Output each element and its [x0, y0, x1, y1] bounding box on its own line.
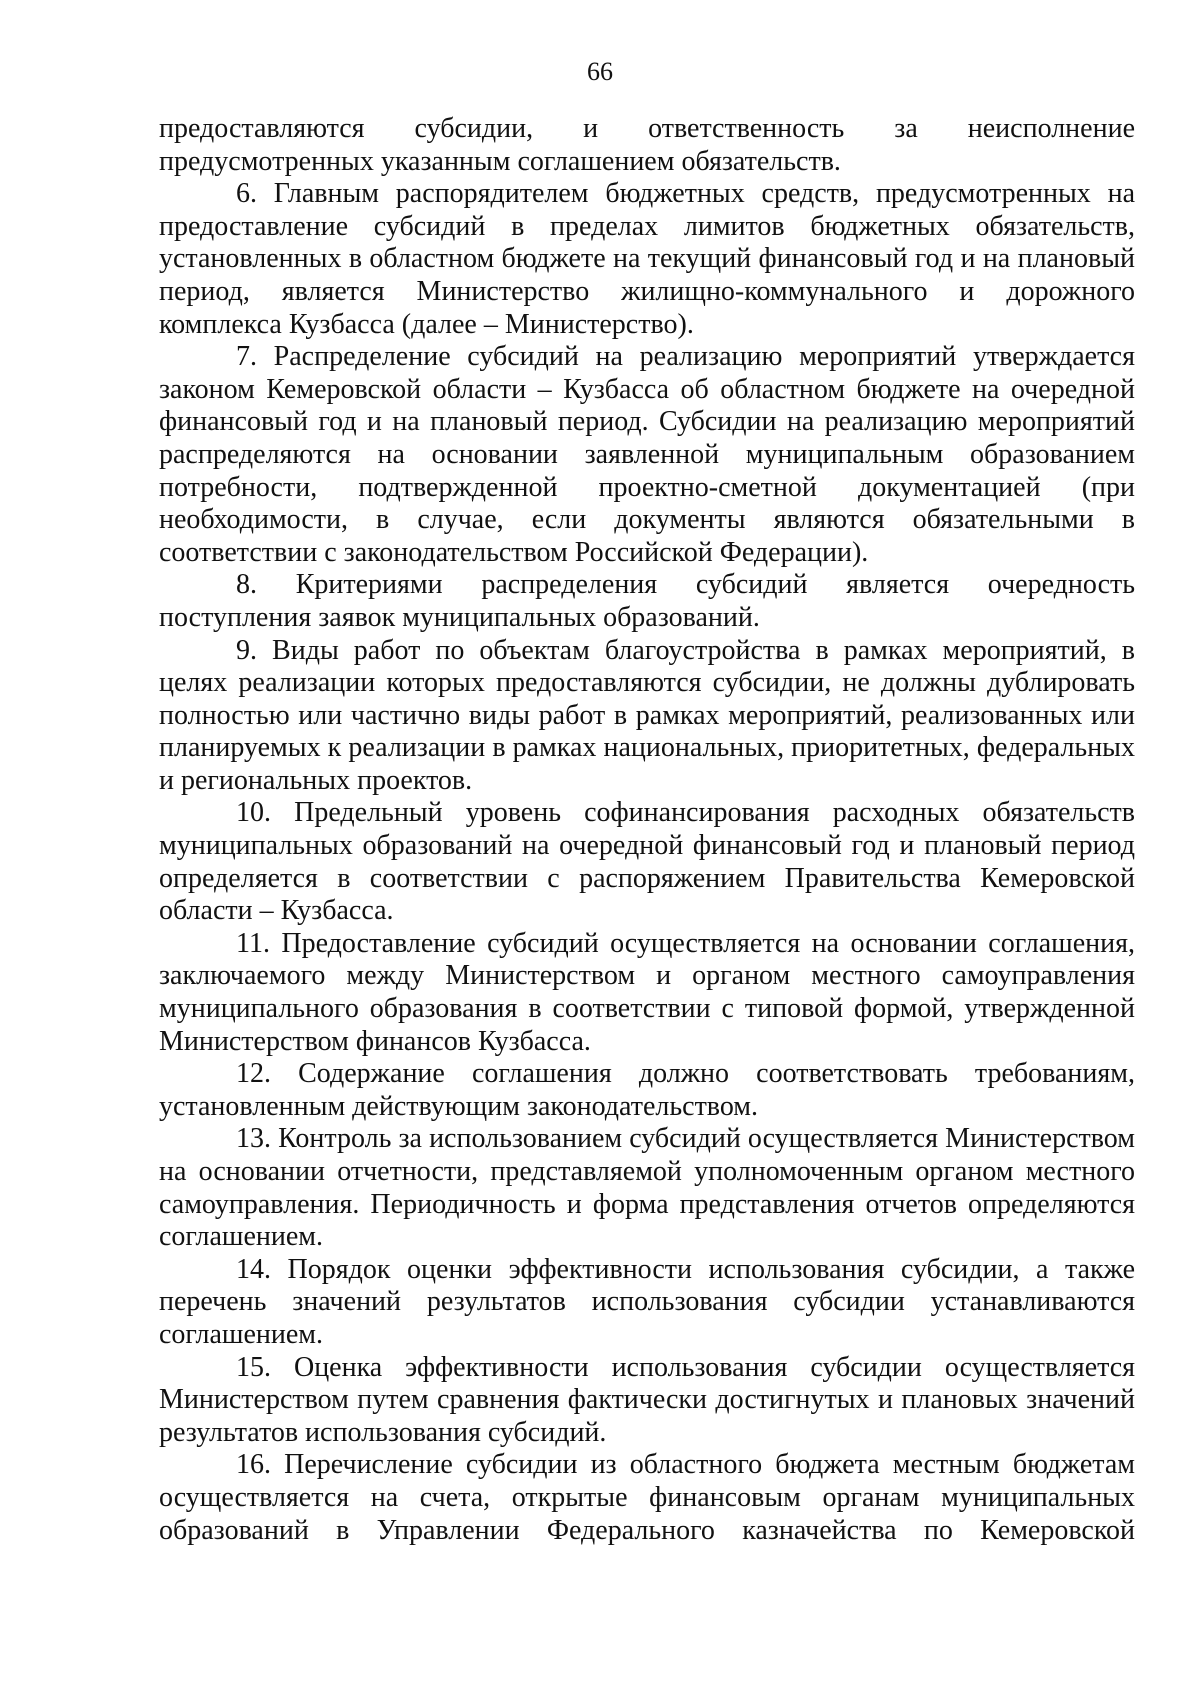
paragraph-15: 15. Оценка эффективности использования субсидии осуществляется Министерством путем сравнения фактически достигнутых и плановых значений результатов использования субсидий.: [159, 1351, 1135, 1448]
paragraph-6: 6. Главным распорядителем бюджетных средств, предусмотренных на предоставление субсидий в пределах лимитов бюджетных обязательств, установленных в областном бюджете на текущий финансовый год и на плановый период, является Министерство жилищно-коммунального и дорожного комплекса Кузбасса (далее – Министерство).: [159, 178, 1135, 340]
paragraph-7: 7. Распределение субсидий на реализацию мероприятий утверждается законом Кемеровской области – Кузбасса об областном бюджете на очередной финансовый год и на плановый период. Субсидии на реализацию мероприятий распределяются на основании заявленной муниципальным образованием потребности, подтвержденной проектно-сметной документацией (при необходимости, в случае, если документы являются обязательными в соответствии с законодательством Российской Федерации).: [159, 341, 1135, 568]
paragraph-13: 13. Контроль за использованием субсидий осуществляется Министерством на основании отчетности, представляемой уполномоченным органом местного самоуправления. Периодичность и форма представления отчетов определяются соглашением.: [159, 1123, 1135, 1253]
document-body: [159, 113, 1135, 1547]
paragraph-14: 14. Порядок оценки эффективности использования субсидии, а также перечень значений результатов использования субсидии устанавливаются соглашением.: [159, 1253, 1135, 1350]
paragraph-16: 16. Перечисление субсидии из областного бюджета местным бюджетам осуществляется на счета, открытые финансовым органам муниципальных образований в Управлении Федерального казначейства по Кемеровской: [159, 1449, 1135, 1546]
paragraph-8: 8. Критериями распределения субсидий является очередность поступления заявок муниципальных образований.: [159, 569, 1135, 633]
page-number: 66: [587, 57, 613, 86]
paragraph-11: 11. Предоставление субсидий осуществляется на основании соглашения, заключаемого между Министерством и органом местного самоуправления муниципального образования в соответствии с типовой формой, утвержденной Министерством финансов Кузбасса.: [159, 927, 1135, 1057]
paragraph-12: 12. Содержание соглашения должно соответствовать требованиям, установленным действующим законодательством.: [159, 1058, 1135, 1122]
paragraph-10: 10. Предельный уровень софинансирования расходных обязательств муниципальных образований на очередной финансовый год и плановый период определяется в соответствии с распоряжением Правительства Кемеровской области – Кузбасса.: [159, 797, 1135, 927]
paragraph-continuation: предоставляются субсидии, и ответственность за неисполнение предусмотренных указанным соглашением обязательств.: [159, 113, 1135, 177]
paragraph-9: 9. Виды работ по объектам благоустройства в рамках мероприятий, в целях реализации которых предоставляются субсидии, не должны дублировать полностью или частично виды работ в рамках мероприятий, реализованных или планируемых к реализации в рамках национальных, приоритетных, федеральных и региональных проектов.: [159, 634, 1135, 796]
